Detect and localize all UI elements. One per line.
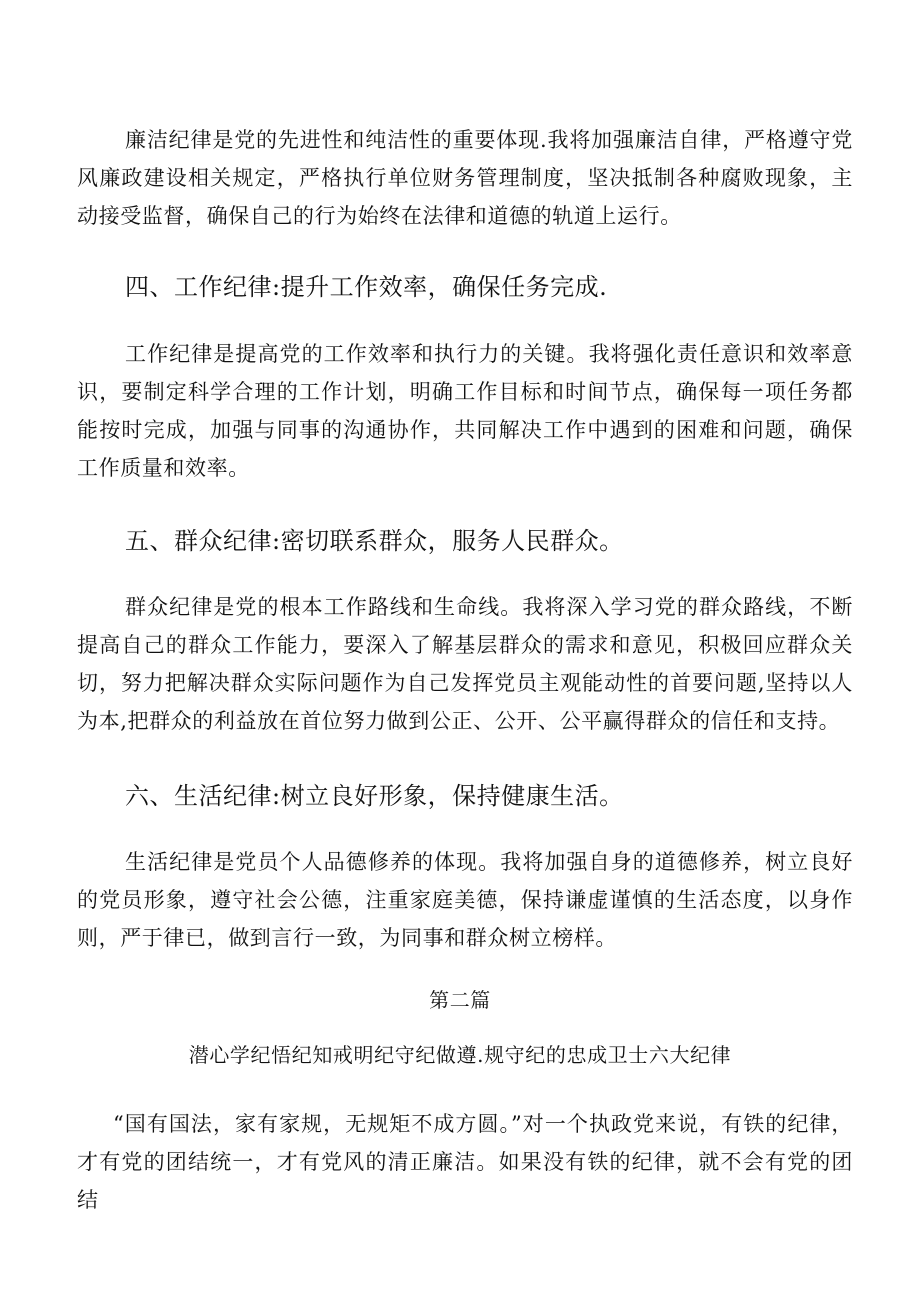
paragraph-life-discipline: 生活纪律是党员个人品德修养的体现。我将加强自身的道德修养，树立良好的党员形象，遵守社会公德，注重家庭美德，保持谦虚谨慎的生活态度，以身作则，严于律已，做到言行一致，为同事和群众树立榜样。 (77, 850, 853, 950)
paragraph-opening-quote: “国有国法，家有家规，无规矩不成方圆。”对一个执政党来说，有铁的纪律，才有党的团结统一，才有党风的清正廉洁。如果没有铁的纪律，就不会有党的团结 (77, 1112, 853, 1212)
article-title: 潜心学纪悟纪知戒明纪守纪做遵.规守纪的忠成卫士六大纪律 (188, 1043, 732, 1067)
paragraph-mass-discipline: 群众纪律是党的根本工作路线和生命线。我将深入学习党的群众路线，不断提高自己的群众工作能力，要深入了解基层群众的需求和意见，积极回应群众关切，努力把解决群众实际问题作为自己发挥党员主观能动性的首要问题,坚持以人为本,把群众的利益放在首位努力做到公正、公开、公平赢得群众的信任和支持。 (77, 595, 853, 733)
paragraph-integrity-discipline: 廉洁纪律是党的先进性和纯洁性的重要体现.我将加强廉洁自律，严格遵守党风廉政建设相关规定，严格执行单位财务管理制度，坚决抵制各种腐败现象，主动接受监督，确保自己的行为始终在法律和道德的轨道上运行。 (77, 128, 853, 228)
paragraph-work-discipline: 工作纪律是提高党的工作效率和执行力的关键。我将强化责任意识和效率意识，要制定科学合理的工作计划，明确工作目标和时间节点，确保每一项任务都能按时完成，加强与同事的沟通协作，共同解决工作中遇到的困难和问题，确保工作质量和效率。 (77, 342, 853, 480)
heading-mass-discipline: 五、群众纪律:密切联系群众，服务人民群众。 (125, 527, 624, 555)
heading-life-discipline: 六、生活纪律:树立良好形象，保持健康生活。 (125, 782, 624, 810)
heading-work-discipline: 四、工作纪律:提升工作效率，确保任务完成. (125, 273, 608, 301)
section-title-second-part: 第二篇 (429, 988, 491, 1012)
